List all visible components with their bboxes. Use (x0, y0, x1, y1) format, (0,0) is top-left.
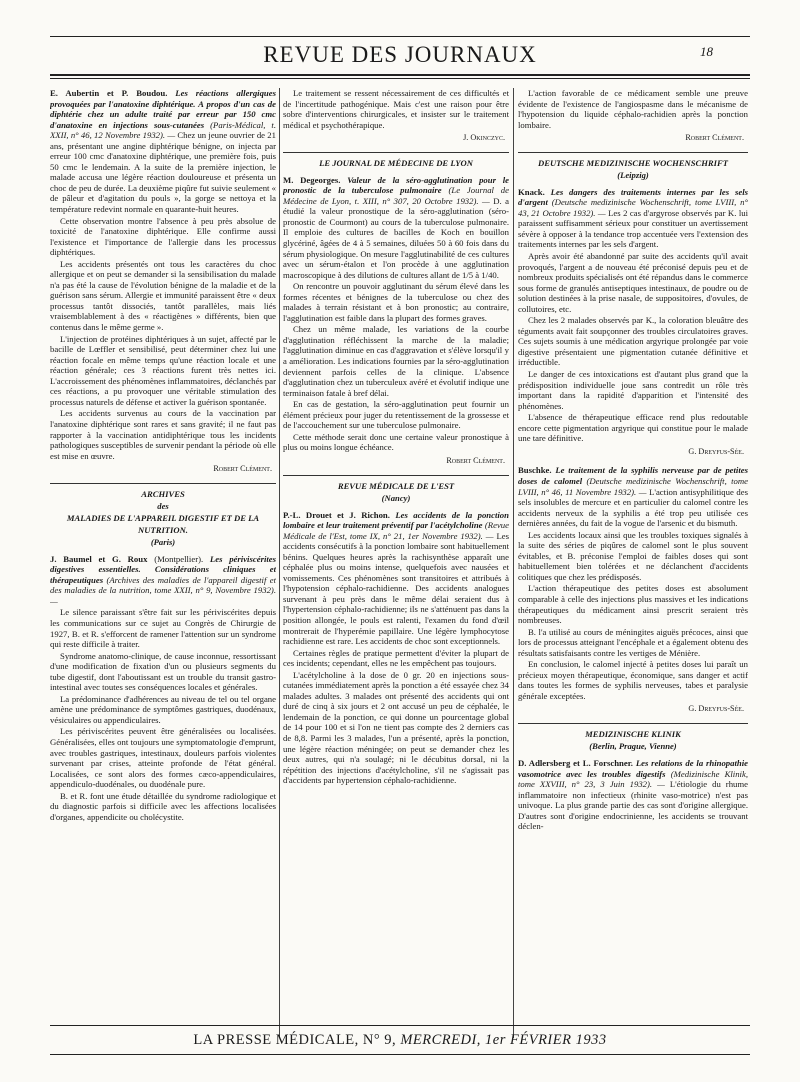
section-title: MEDIZINISCHE KLINIK (585, 728, 681, 739)
article-authors: M. Degeorges. (283, 174, 341, 185)
article-paragraph: Cette observation montre l'absence à peu près absolue de toxicité de l'anatoxine diphtérique. Elle confirme aussi l'existence et l'importance de l'allergie dans les processus diphtériques. (50, 215, 276, 258)
article-signature: Robert Clément. (685, 133, 744, 143)
article-paragraph: L'injection de protéines diphtériques à un sujet, affecté par le bacille de Lœffler et sensibilisé, peut déterminer chez lui une réaction focale en même temps qu'une réaction locale et une réaction générale; ces 3 réactions furent très nettes ici. L'accroissement des phénomènes inflammatoires, déclanchés par ces réactions, a pu provoquer une véritable stimulation des processus naturels de défense et activer la guérison spontanée. (50, 333, 276, 407)
section-rule (283, 475, 509, 476)
article-reference: (Deutsche medizinische Wochenschrift, tome LVIII, n° 46, 11 Novembre 1932). — (518, 475, 748, 497)
footer-top-rule (50, 1025, 750, 1026)
article-reference: (Le Journal de Médecine de Lyon, t. XIII, n° 307, 20 Octobre 1932). — (283, 185, 509, 206)
article-paragraph: Les accidents survenus au cours de la vaccination par l'anatoxine diphtérique sont rares et sans gravité; il ne faut pas rapporter à la vaccination antidiphtérique tous les incidents pathologiques susceptibles de survenir pendant la période où elle est mise en œuvre. (50, 408, 276, 461)
article-title: Les périviscérites digestives essentielles. Considérations cliniques et thérapeutiques (50, 553, 276, 585)
article-buschke (518, 465, 748, 528)
article-paragraph: En conclusion, le calomel injecté à petites doses lui paraît un précieux moyen thérapeutique, économique, sans danger et actif dans toutes les formes de syphilis nerveuses, tabes et paralysie générale exceptées. (518, 659, 748, 701)
article-signature: Robert Clément. (213, 464, 272, 474)
article-title: Valeur de la séro-agglutination pour le pronostic de la tuberculose pulmonaire (283, 174, 509, 196)
article-paragraph: Certaines règles de pratique permettent d'éviter la plupart de ces incidents; cependant, elles ne les empêchent pas toujours. (283, 647, 509, 669)
article-paragraph: L'action antisyphilitique des sels insolubles de mercure et en particulier du calomel contre les accidents nerveux de la syphilis a été trop peu utilisée ces dernières années, du fait de la vogue de l'arsenic et du bismuth. (518, 486, 748, 529)
article-reference: (Medizinische Klinik, tome XXVIII, n° 23, 3 Juin 1932). — (518, 768, 748, 790)
section-city: (Paris) (150, 536, 176, 547)
section-title: REVUE MÉDICALE DE L'EST (337, 480, 455, 491)
header-bottom-rule-thin (50, 78, 750, 79)
footer-day: MERCREDI, (400, 1032, 481, 1048)
article-paragraph: Le traitement se ressent nécessairement de ces difficultés et de l'incertitude pathogénique. Mais c'est une raison pour être sobre d'interventions chirurgicales, et insister sur le traitement médical et psychothérapique. (283, 88, 509, 130)
article-authors: E. Aubertin et P. Boudou. (50, 88, 168, 98)
article-paragraph: L'action thérapeutique des petites doses est absolument comparable à celle des injections plus massives et les indications thérapeutiques du médicament ainsi prescrit seraient très nombreuses. (518, 583, 748, 626)
article-title: Les relations de la rhinopathie vasomotrice avec les troubles digestifs (518, 757, 748, 779)
article-signature: G. Dreyfus-Sée. (688, 446, 744, 456)
article-authors-place: (Montpellier). (154, 553, 204, 564)
column-1 (50, 88, 276, 1038)
article-paragraph: Cette méthode serait donc une certaine valeur pronostique à plus ou moins longue échéance. (283, 431, 509, 453)
section-city: (Berlin, Prague, Vienne) (589, 740, 677, 751)
column-divider-2 (513, 88, 514, 1038)
article-authors: Buschke. (518, 465, 552, 476)
article-paragraph: L'absence de thérapeutique efficace rend plus redoutable encore cette pigmentation argyrique qui constitue pour le malade une tare définitive. (518, 412, 748, 444)
section-rule (283, 152, 509, 153)
header-top-rule (50, 36, 750, 37)
article-title: Les réactions allergiques provoquées par l'anatoxine diphtérique. A propos d'un cas de diphtérie chez un adulte traité par erreur par 150 cmc d'anatoxine en injections sous-cutanées (50, 88, 276, 130)
article-paragraph: D. a étudié la valeur pronostique de la séro-agglutination (séro-pronostic de Courmont) au cours de la tuberculose pulmonaire. Il emploie des cultures de bacilles de Koch en bouillon glycériné, âgées de 4 à 5 semaines, diluées 50 à 60 fois dans du sérum physiologique. On mesure l'agglutinabilité de ces cultures avec un sérum-étalon et l'on procède à une agglutination macroscopique à des dilutions de cultures allant de 1/5 à 1/40. (283, 195, 509, 280)
article-paragraph: B. l'a utilisé au cours de méningites aiguës précoces, ainsi que lors de processus atteignant l'encéphale et a également obtenu des résultats satisfaisants contre les vertiges de Ménière. (518, 626, 748, 658)
section-title: ARCHIVES (141, 488, 185, 499)
article-paragraph: Les accidents locaux ainsi que les troubles toxiques signalés à la suite des séries de piqûres de calomel sont le plus souvent évitables, et B. préconise l'emploi de faibles doses qui sont habituellement bien tolérées et ne déclanchent d'accidents colitiques que chez les prédisposés. (518, 529, 748, 582)
page-title: REVUE DES JOURNAUX (263, 42, 537, 67)
article-paragraph: Chez un jeune ouvrier de 21 ans, présentant une angine diphtérique bénigne, on injecta par erreur 100 cmc d'anatoxine diphtérique, une première fois, puis 50 cmc le lendemain. A la suite de la première injection, le malade accusa une légère réaction douloureuse et présenta un choc de peu de durée. La deuxième piqûre fut suivie seulement « de pâleur et d'agitation du pouls », la gorge se nettoya et la température redevint normale en quarante-huit heures. (50, 130, 276, 215)
section-rule (518, 723, 748, 724)
article-paragraph: Chez les 2 malades observés par K., la coloration bleuâtre des téguments avait fait soupçonner des troubles circulatoires graves. Ces sujets soumis à une médication argyrique prolongée par voie digestive présentaient une pigmentation cutanée définitive et irréductible. (518, 315, 748, 368)
article-paragraph: Les 2 cas d'argyrose observés par K. lui paraissent suffisamment sérieux pour constituer un avertissement sévère à opposer à la tendance trop accentuée vers l'extension des traitements internes par les sels d'argent. (518, 207, 748, 250)
article-baumel (50, 554, 276, 607)
article-paragraph: La prédominance d'adhérences au niveau de tel ou tel organe amène une prédominance de symptômes gastriques, duodénaux, vésiculaires ou appendiculaires. (50, 693, 276, 725)
article-adlersberg (518, 758, 748, 832)
article-paragraph: En cas de gestation, la séro-agglutination peut fournir un élément précieux pour juger du retentissement de la grossesse et de l'accouchement sur une tuberculose pulmonaire. (283, 399, 509, 431)
article-signature: Robert Clément. (446, 455, 505, 465)
header-bottom-rule (50, 74, 750, 76)
article-authors: D. Adlersberg et L. Forschner. (518, 757, 633, 768)
column-divider-1 (279, 88, 280, 1038)
article-paragraph: Après avoir été abandonné par suite des accidents qu'il avait provoqués, l'argent a de nouveau été préconisé depuis peu et de nombreux produits spécialisés ont été répandus dans le commerce sous forme de granulés antiseptiques intestinaux, de poudre ou de solution destinées à la prise nasale, de suppositoires, d'ovules, de collutoires, etc. (518, 251, 748, 314)
section-city: (Leipzig) (617, 169, 649, 180)
article-paragraph: L'action favorable de ce médicament semble une preuve évidente de l'existence de l'angiospasme dans le mécanisme de l'hypotension du liquide céphalo-rachidien après la ponction lombaire. (518, 88, 748, 130)
section-rule (50, 483, 276, 484)
section-title: DEUTSCHE MEDIZINISCHE WOCHENSCHRIFT (538, 157, 728, 168)
section-title: LE JOURNAL DE MÉDECINE DE LYON (319, 157, 473, 168)
article-paragraph: L'étiologie du rhume inflammatoire non infectieux (rhinite vaso-motrice) n'est pas univoque. La plus grande partie des cas sont d'origine allergique. D'autres sont d'origine endocrinienne, les accidents se trouvant déclen- (518, 779, 748, 832)
footer-date: 1er FÉVRIER 1933 (485, 1032, 607, 1048)
article-drouet (283, 510, 509, 647)
article-paragraph: On rencontre un pouvoir agglutinant du sérum élevé dans les formes récentes et bénignes de la tuberculose ou chez des malades à terrain résistant et à bon pronostic; au contraire, l'agglutination est faible dans la plupart des formes graves. (283, 281, 509, 323)
article-paragraph: Les accidents consécutifs à la ponction lombaire sont habituellement bénins. Quelques heures après la rachisynthèse apparaît une céphalée plus ou moins intense, quelquefois avec nausées et vomissements. Ces phénomènes sont transitoires et attribués à l'hypotension céphalo-rachidienne. Des accidents analogues survenant à peu près dans le même délai seraient dus à l'hypertension céphalo-rachidienne; ils ne s'atténuent pas dans la position allongée, le pouls est ralenti, l'examen du fond d'œil montrerait de l'hyperémie papillaire. Une légère lymphocytose rachidienne est rare. Les accidents de choc sont exceptionnels. (283, 530, 509, 647)
article-paragraph: B. et R. font une étude détaillée du syndrome radiologique et du diagnostic parfois si difficile avec les affections localisées d'organes, appendicite ou cholécystite. (50, 790, 276, 822)
article-aubertin (50, 88, 276, 215)
article-reference: (Archives des maladies de l'appareil digestif et des maladies de la nutrition, tome XXII, n° 9, Novembre 1932). — (50, 574, 276, 606)
section-city: (Nancy) (381, 492, 411, 503)
article-paragraph: L'acétylcholine à la dose de 0 gr. 20 en injections sous-cutanées immédiatement après la ponction a été essayée chez 34 malades adultes. 3 malades ont présenté des accidents qui ont duré de cinq à six jours et 2 ont accusé un peu de céphalée, le lendemain de la ponction, ce qui donne un pourcentage global de 14 pour 100 et si l'on ne tient pas compte des 2 derniers cas de 8,8. Parmi les 3 malades, l'un a présenté, après la ponction, une légère réaction méningée; on peut se demander chez les deux autres, qui n'a soulagé; ni le décubitus dorsal, ni la répétition des injections d'acétylcholine, s'il ne s'agissait pas d'accidents par hypertension céphalo-rachidienne. (283, 669, 509, 786)
column-3 (518, 88, 748, 1038)
article-title: Les dangers des traitements internes par les sels d'argent (518, 186, 748, 208)
article-title: Le traitement de la syphilis nerveuse par de petites doses de calomel (518, 465, 748, 486)
article-title: Les accidents de la ponction lombaire et leur traitement préventif par l'acétylcholine (283, 509, 509, 531)
article-knack (518, 187, 748, 250)
article-paragraph: Chez un même malade, les variations de la courbe d'agglutination réfléchissent la marche de la maladie; l'agglutination diminue en cas d'aggravation et s'élève lorsqu'il y a amélioration. Les indications fournies par la séro-agglutination deviennent parfois celles de la clinique. L'absence d'agglutination chez un tuberculeux avéré et évolutif indique une terminaison fatale à bref délai. (283, 324, 509, 398)
article-paragraph: Le silence paraissant s'être fait sur les périviscérites depuis les communications sur ce sujet au Congrès de Chirurgie de 1927, B. et R. s'efforcent de ramener l'attention sur un syndrome qui reste difficile à traiter. (50, 607, 276, 650)
article-authors: J. Baumel et G. Roux (50, 553, 148, 564)
article-paragraph: Le danger de ces intoxications est d'autant plus grand que la prédisposition individuelle joue sans contredit un rôle très important dans la rapidité d'apparition et l'intensité des phénomènes. (518, 369, 748, 411)
page-footer (0, 1032, 800, 1049)
article-degeorges (283, 175, 509, 280)
article-reference: (Paris-Médical, t. XXII, n° 46, 12 Novembre 1932). — (50, 119, 276, 141)
article-paragraph: Les périviscérites peuvent être généralisées ou localisées. Généralisées, elles ont toujours une symptomatologie d'emprunt, avec troubles gastriques, intestinaux, douleurs parfois violentes survenant par crises, atteinte profonde de l'état général. Localisées, ce sont alors des formes cæco-appendiculaires, appendiculo-duodénales, ou duodénale pure. (50, 726, 276, 790)
article-signature: J. Okinczyc. (463, 133, 505, 143)
article-reference: (Revue Médicale de l'Est, tome IX, n° 21, 1er Novembre 1932). — (283, 520, 509, 541)
section-rule (518, 152, 748, 153)
column-2 (283, 88, 509, 1038)
section-title-name: MALADIES DE L'APPAREIL DIGESTIF ET DE LA NUTRITION. (66, 512, 260, 535)
article-reference: (Deutsche medizinische Wochenschrift, tome LVIII, n° 43, 21 Octobre 1932). — (518, 197, 748, 218)
article-authors: Knack. (518, 186, 545, 197)
article-paragraph: Les accidents présentés ont tous les caractères du choc allergique et on peut se demander si la sensibilisation du malade n'a pas été la cause de l'évolution bénigne de la maladie et de la guérison sans sérum. Allergie et immunité paraissent être « deux processus tantôt dissociés, tantôt parallèles, mais liés vraisemblablement à des « réactigènes » différents, bien que contenus dans le même germe ». (50, 258, 276, 333)
article-signature: G. Dreyfus-Sée. (688, 704, 744, 714)
article-authors: P.-L. Drouet et J. Richon. (283, 509, 390, 520)
section-title-des: des (157, 500, 169, 511)
article-paragraph: Syndrome anatomo-clinique, de cause inconnue, ressortissant d'une modification de fixation d'un ou plusieurs segments du tube digestif, dont l'aboutissant est un trouble du transit gastro-intestinal avec toutes ses conséquences locales et générales. (50, 650, 276, 693)
footer-bottom-rule (50, 1054, 750, 1055)
footer-journal: LA PRESSE MÉDICALE, N° 9, (193, 1032, 397, 1048)
page-number: 18 (700, 44, 713, 59)
